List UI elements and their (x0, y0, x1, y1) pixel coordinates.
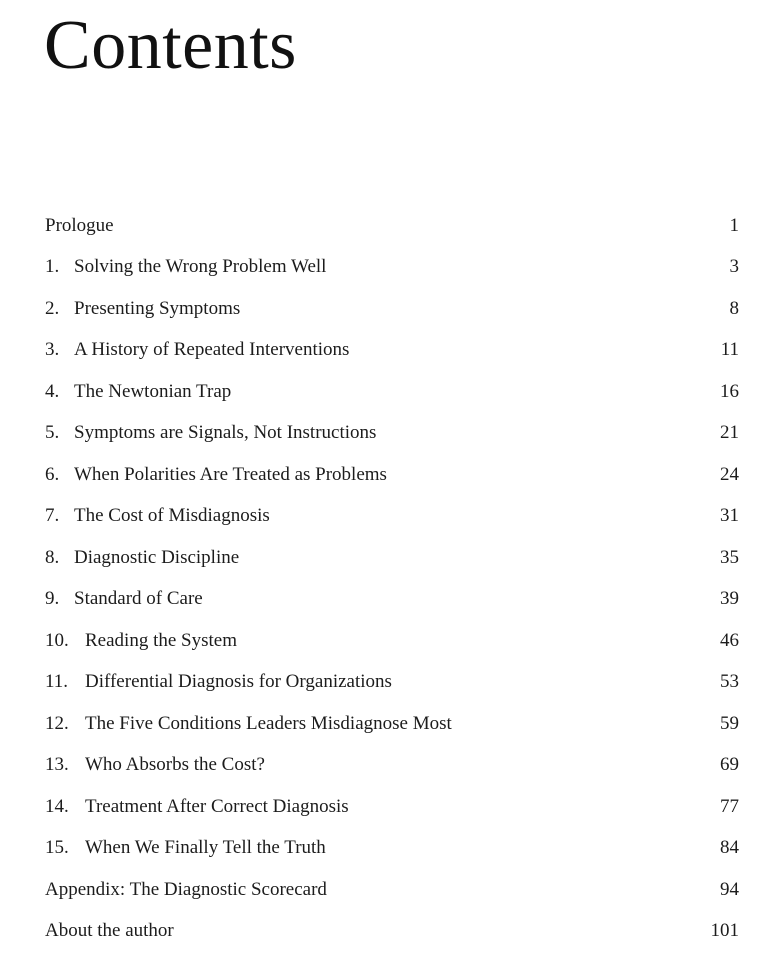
toc-entry[interactable] (45, 330, 739, 372)
chapter-number: 5. (45, 422, 60, 444)
toc-entry[interactable] (45, 662, 739, 704)
toc-entry[interactable] (45, 911, 739, 953)
chapter-number: 4. (45, 380, 60, 402)
chapter-number: 15. (45, 837, 69, 859)
toc-entry-heading (45, 422, 376, 444)
page-number: 46 (720, 629, 739, 651)
toc-entry[interactable] (45, 371, 739, 413)
page-number: 84 (720, 837, 739, 859)
toc-entry[interactable] (45, 496, 739, 538)
toc-entry-heading (45, 671, 392, 693)
page-number: 8 (729, 297, 739, 319)
page-number: 94 (720, 878, 739, 900)
chapter-title: Presenting Symptoms (74, 297, 241, 319)
chapter-title: Appendix: The Diagnostic Scorecard (45, 878, 327, 900)
chapter-number: 9. (45, 588, 60, 610)
chapter-title: Diagnostic Discipline (74, 546, 240, 568)
chapter-title: When Polarities Are Treated as Problems (74, 463, 387, 485)
table-of-contents (45, 205, 739, 952)
page-number: 16 (720, 380, 739, 402)
toc-entry[interactable] (45, 703, 739, 745)
toc-entry[interactable] (45, 205, 739, 247)
chapter-number: 2. (45, 297, 60, 319)
page-number: 11 (720, 339, 739, 361)
chapter-title: When We Finally Tell the Truth (85, 837, 326, 859)
chapter-title: Symptoms are Signals, Not Instructions (74, 422, 377, 444)
toc-entry-heading (45, 630, 237, 652)
page-number: 77 (720, 795, 739, 817)
chapter-number: 11. (45, 671, 69, 693)
toc-entry-heading (45, 837, 326, 859)
toc-entry[interactable] (45, 454, 739, 496)
toc-entry[interactable] (45, 745, 739, 787)
toc-entry-heading (45, 879, 327, 901)
page-number: 39 (720, 588, 739, 610)
page-number: 101 (710, 920, 739, 942)
toc-entry-heading (45, 339, 349, 361)
chapter-number: 13. (45, 754, 69, 776)
page-title: Contents (44, 7, 297, 84)
toc-entry[interactable] (45, 247, 739, 289)
page-number: 59 (720, 712, 739, 734)
chapter-title: The Cost of Misdiagnosis (74, 505, 270, 527)
page-number: 53 (720, 671, 739, 693)
chapter-title: Treatment After Correct Diagnosis (85, 795, 349, 817)
toc-entry-heading (45, 547, 239, 569)
chapter-title: A History of Repeated Interventions (74, 339, 350, 361)
toc-entry[interactable] (45, 537, 739, 579)
chapter-title: Who Absorbs the Cost? (85, 754, 265, 776)
toc-entry-heading (45, 713, 452, 735)
toc-entry[interactable] (45, 869, 739, 911)
chapter-number: 6. (45, 463, 60, 485)
page-number: 31 (720, 505, 739, 527)
toc-entry[interactable] (45, 579, 739, 621)
toc-entry-heading (45, 588, 203, 610)
page-number: 1 (729, 214, 739, 236)
toc-entry-heading (45, 256, 326, 278)
chapter-title: The Five Conditions Leaders Misdiagnose Most (85, 712, 452, 734)
chapter-number: 12. (45, 712, 69, 734)
chapter-title: Solving the Wrong Problem Well (74, 256, 327, 278)
chapter-number: 1. (45, 256, 60, 278)
toc-entry[interactable] (45, 288, 739, 330)
toc-entry-heading (45, 215, 114, 237)
toc-entry[interactable] (45, 620, 739, 662)
chapter-title: Reading the System (85, 629, 237, 651)
chapter-number: 14. (45, 795, 69, 817)
toc-entry-heading (45, 505, 270, 527)
chapter-title: Differential Diagnosis for Organizations (85, 671, 392, 693)
toc-entry-heading (45, 920, 174, 942)
toc-entry-heading (45, 298, 240, 320)
toc-entry[interactable] (45, 786, 739, 828)
page-number: 24 (720, 463, 739, 485)
chapter-number: 8. (45, 546, 60, 568)
toc-entry-heading (45, 754, 265, 776)
chapter-title: About the author (45, 920, 174, 942)
page-number: 21 (720, 422, 739, 444)
page-number: 69 (720, 754, 739, 776)
toc-entry-heading (45, 796, 349, 818)
page-number: 3 (729, 256, 739, 278)
chapter-number: 7. (45, 505, 60, 527)
chapter-title: The Newtonian Trap (74, 380, 232, 402)
chapter-number: 3. (45, 339, 60, 361)
chapter-title: Prologue (45, 214, 114, 236)
page-number: 35 (720, 546, 739, 568)
chapter-title: Standard of Care (74, 588, 203, 610)
toc-entry-heading (45, 464, 387, 486)
toc-entry-heading (45, 381, 231, 403)
chapter-number: 10. (45, 629, 69, 651)
toc-entry[interactable] (45, 828, 739, 870)
toc-entry[interactable] (45, 413, 739, 455)
